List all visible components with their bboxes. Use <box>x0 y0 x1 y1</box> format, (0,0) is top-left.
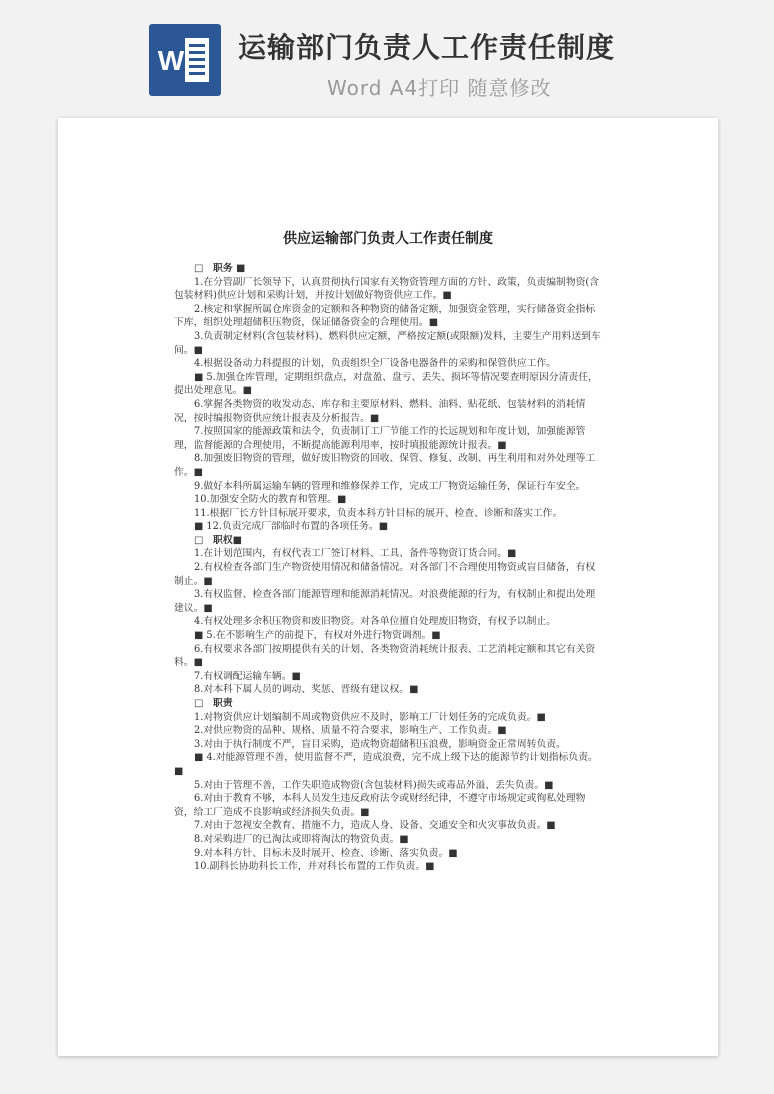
list-item: 6.对由于教育不够，本科人员发生违反政府法令或财经纪律，不遵守市场规定或徇私处理物资，给工厂造成不良影响或经济损失负责。■ <box>174 793 586 818</box>
list-item: 10.副科长协助科长工作，并对科长布置的工作负责。■ <box>194 861 435 873</box>
list-item: 9.做好本科所属运输车辆的管理和维修保养工作，完成工厂物资运输任务，保证行车安全。 <box>194 480 586 492</box>
list-item: 1.对物资供应计划编制不周或物资供应不及时，影响工厂计划任务的完成负责。■ <box>194 711 546 723</box>
section-heading: □ 职权■ <box>194 534 242 546</box>
list-item: 8.对采购进厂的已淘汰或即将淘汰的物资负责。■ <box>194 833 409 845</box>
list-item: 7.按照国家的能源政策和法令，负责制订工厂节能工作的长远规划和年度计划，加强能源管理，监督能源的合理使用，不断提高能源利用率，按时填报能源统计报表。■ <box>174 426 586 451</box>
list-item: 5.对由于管理不善，工作失职造成物资(含包装材料)损失或毒品外溢、丢失负责。■ <box>194 779 554 791</box>
list-item: 10.加强安全防火的教育和管理。■ <box>194 494 347 506</box>
header-banner <box>0 0 774 112</box>
section-heading: □ 职责 <box>194 698 233 709</box>
list-item: 6.有权要求各部门按期提供有关的计划、各类物资消耗统计报表、工艺消耗定额和其它有关资料。■ <box>174 643 596 669</box>
list-item: 3.有权监督、检查各部门能源管理和能源消耗情况。对浪费能源的行为，有权制止和提出处理建议。■ <box>174 589 596 614</box>
list-item: 11.根据厂长方针目标展开要求，负责本科方针目标的展开、检查、诊断和落实工作。 <box>194 507 563 519</box>
document-body <box>174 262 604 874</box>
word-document-icon <box>149 24 221 96</box>
list-item: 2.核定和掌握所属仓库资金的定额和各种物资的储备定额，加强资金管理，实行储备资金指标下库，组织处理超储积压物资，保证储备资金的合理使用。■ <box>174 303 596 329</box>
list-item: 9.对本科方针、目标未及时展开、检查、诊断、落实负责。■ <box>194 847 458 859</box>
list-item: 8.加强废旧物资的管理，做好废旧物资的回收、保管、修复、改制、再生利用和对外处理等工作。■ <box>174 453 596 478</box>
list-item: 3.负责制定材料(含包装材料)、燃料供应定额，严格按定额(或限额)发料，主要生产用料送到车间。■ <box>174 330 601 356</box>
word-logo-letter: W <box>157 45 185 76</box>
list-item: 3.对由于执行制度不严，盲目采购，造成物资超储积压浪费，影响资金正常周转负责。 <box>194 738 566 750</box>
banner-title: 运输部门负责人工作责任制度 <box>238 31 616 64</box>
list-item: 2.有权检查各部门生产物资使用情况和储备情况。对各部门不合理使用物资或盲目储备，有权制止。■ <box>174 562 596 587</box>
list-item: 1.在计划范围内，有权代表工厂签订材料、工具、备件等物资订货合同。■ <box>194 548 517 560</box>
section-heading: □ 职务 ■ <box>194 263 246 274</box>
list-item: 7.对由于忽视安全教育、措施不力，造成人身、设备、交通安全和火灾事故负责。■ <box>194 820 556 832</box>
list-item: 4.有权处理多余积压物资和废旧物资。对各单位擅自处理废旧物资，有权予以制止。 <box>194 616 557 628</box>
document-title: 供应运输部门负责人工作责任制度 <box>283 231 493 247</box>
list-item: 6.掌握各类物资的收发动态、库存和主要原材料、燃料、油料、贴花纸、包装材料的消耗情况，按时编报物资供应统计报表及分析报告。■ <box>174 398 586 424</box>
list-item: 4.根据设备动力科提报的计划，负责组织全厂设备电器备件的采购和保管供应工作。 <box>194 358 557 370</box>
list-item: ■ 5.在不影响生产的前提下，有权对外进行物资调剂。■ <box>194 630 441 642</box>
list-item: ■ 4.对能源管理不善，使用监督不严，造成浪费，完不成上级下达的能源节约计划指标负责。■ <box>174 752 598 777</box>
list-item: 7.有权调配运输车辆。■ <box>194 670 301 682</box>
list-item: 2.对供应物资的品种、规格、质量不符合要求，影响生产、工作负责。■ <box>194 725 507 737</box>
list-item: ■ 5.加强仓库管理，定期组织盘点，对盘盈、盘亏、丢失、损坏等情况要查明原因分清责任，提出处理意见。■ <box>174 371 598 397</box>
list-item: 1.在分管副厂长领导下，认真贯彻执行国家有关物资管理方面的方针、政策，负责编制物资(含包装材料)供应计划和采购计划，并按计划做好物资供应工作。■ <box>174 276 600 302</box>
list-item: ■ 12.负责完成厂部临时布置的各项任务。■ <box>194 521 388 533</box>
document-page <box>58 118 718 1056</box>
list-item: 8.对本科下属人员的调动、奖惩、晋级有建议权。■ <box>194 684 419 696</box>
banner-subtitle: Word A4打印 随意修改 <box>327 76 552 100</box>
